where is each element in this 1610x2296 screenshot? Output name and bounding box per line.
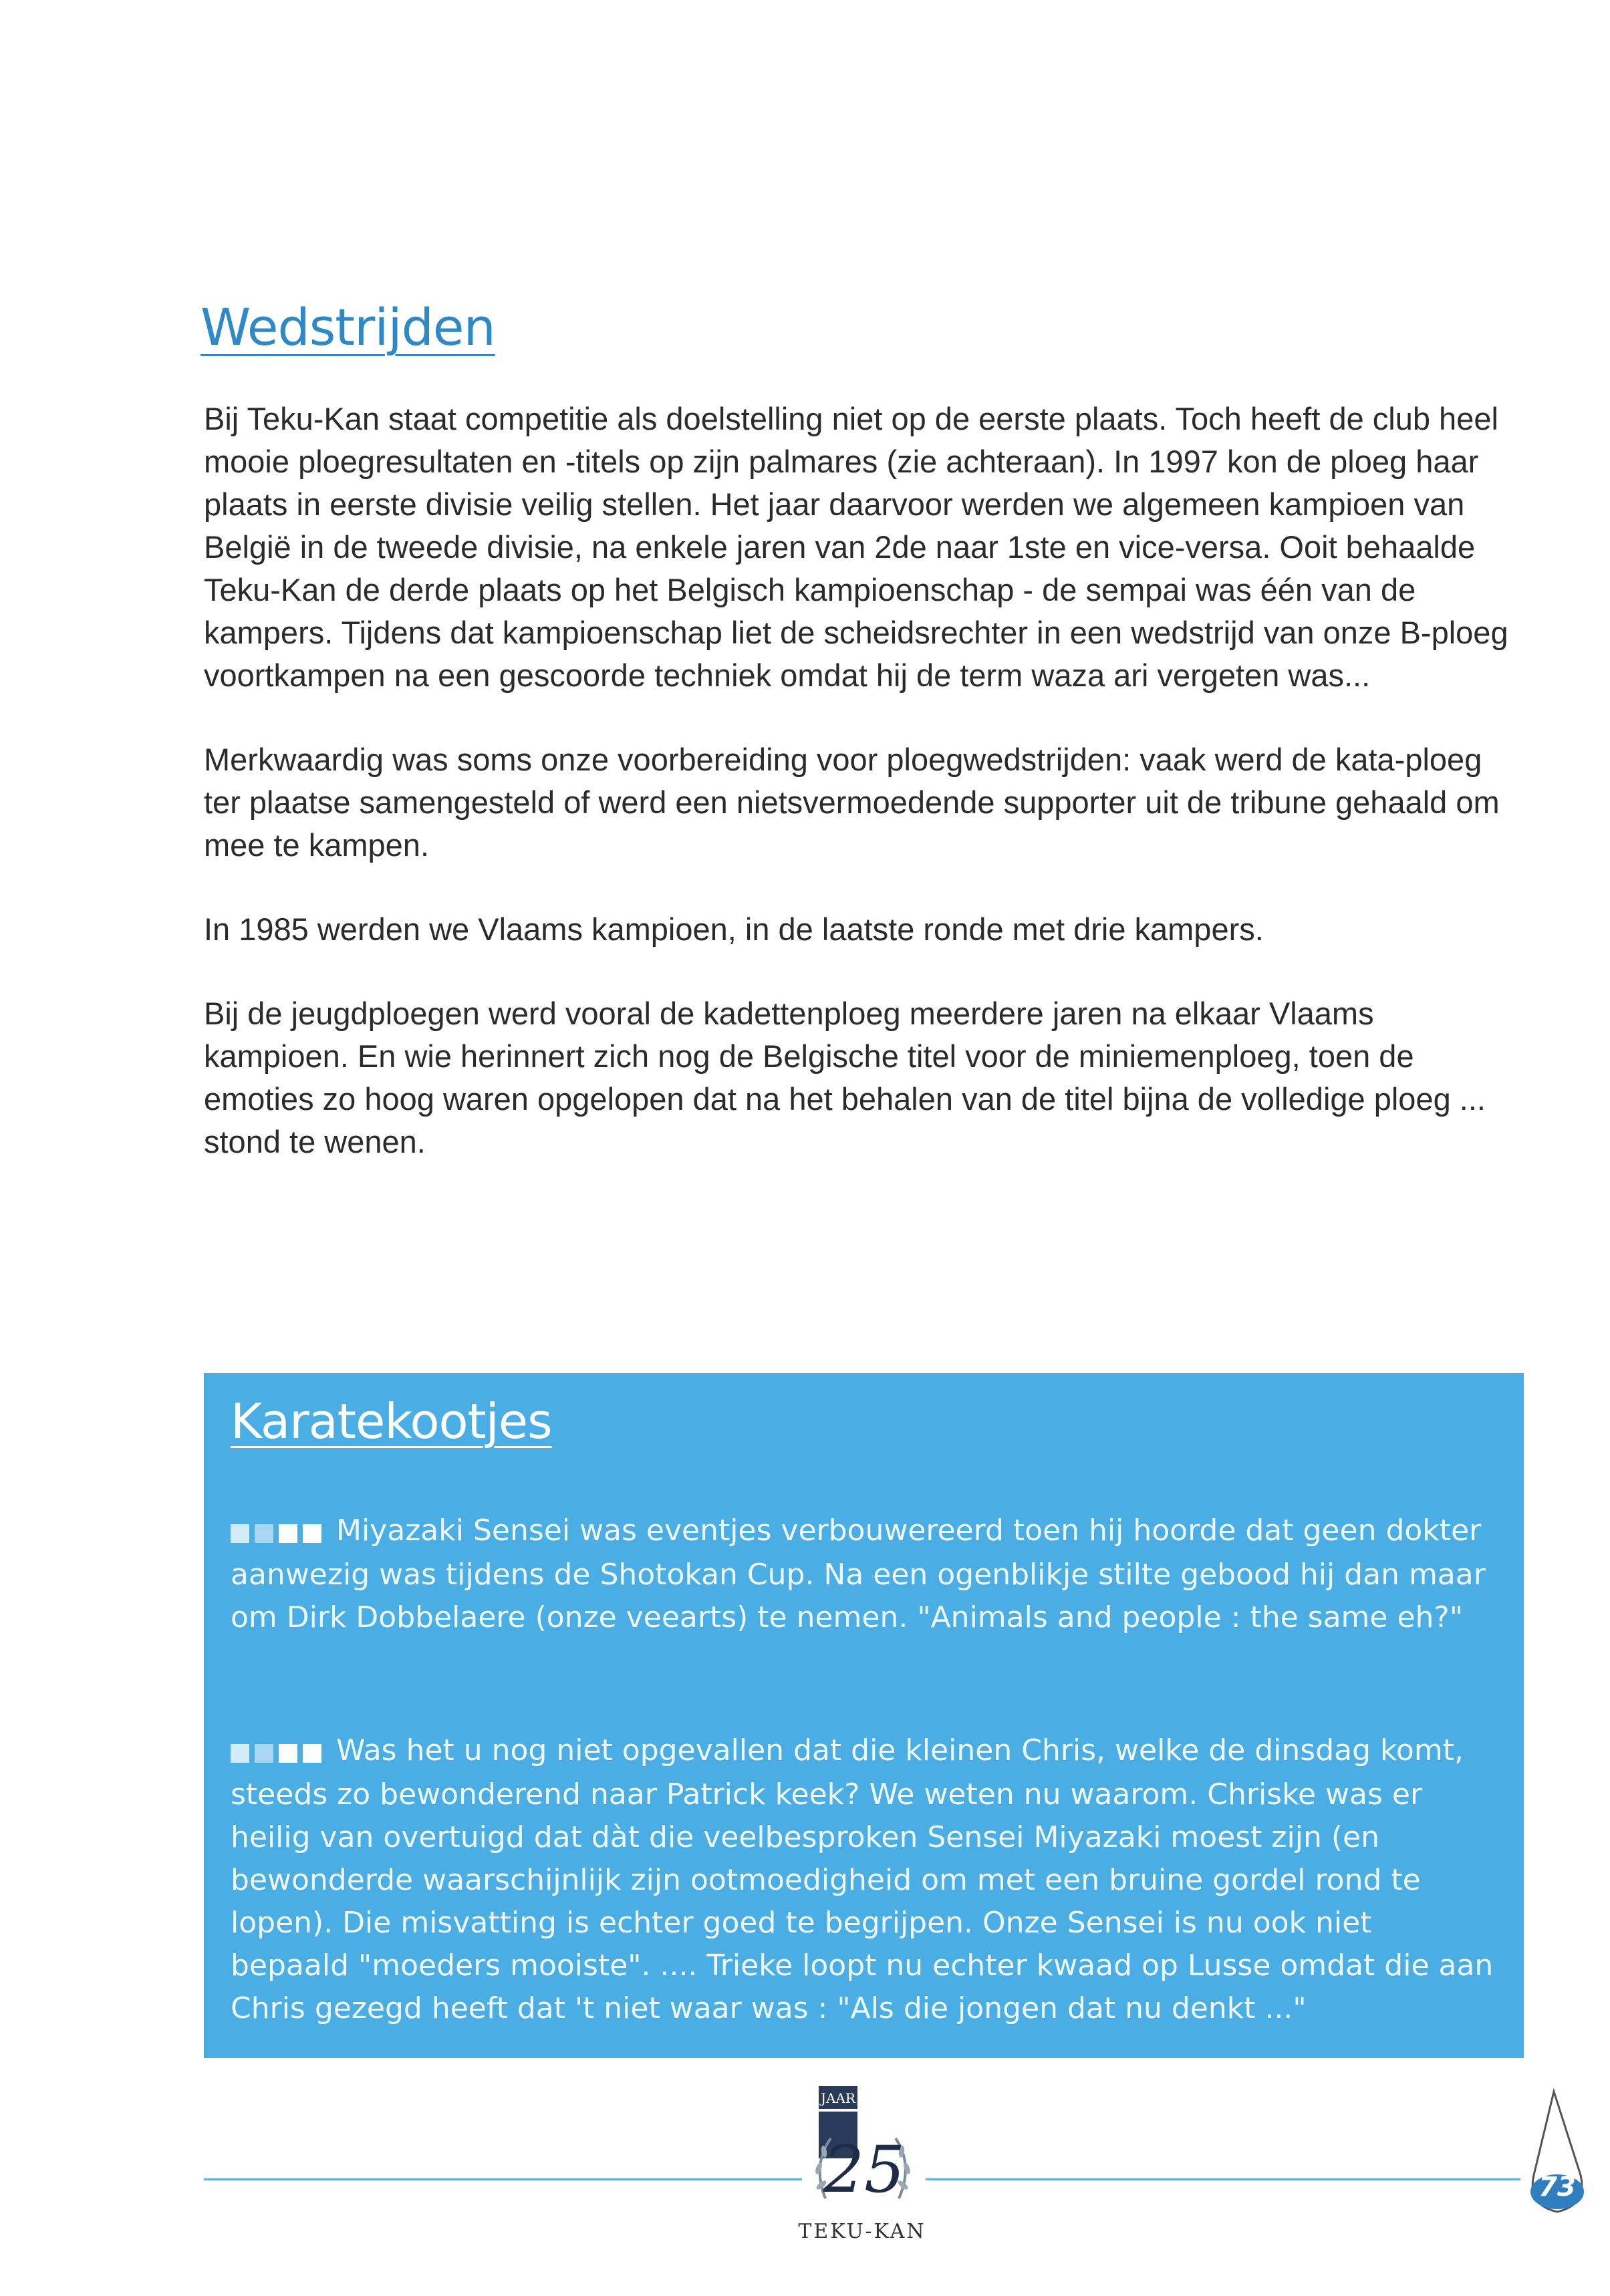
logo-number-text: 25 — [823, 2132, 906, 2207]
karatekootjes-box — [204, 1373, 1524, 2058]
paragraph: Merkwaardig was soms onze voorbereiding voor ploegwedstrijden: vaak werd de kata-ploeg ter plaatse samengesteld of werd een nietsvermoedende supporter uit de tribune gehaald om mee te kampen. — [204, 742, 1500, 863]
page-number-drop-icon — [1507, 2088, 1607, 2235]
logo-caption: TEKU-KAN — [798, 2220, 926, 2243]
anecdote — [231, 1729, 1497, 2030]
footer-rule-right — [926, 2178, 1520, 2180]
logo-jaar-text: JAAR — [821, 2090, 855, 2106]
bullet-squares-icon — [231, 1731, 327, 1773]
footer-rule-left — [204, 2178, 802, 2180]
page-number: 73 — [1538, 2172, 1576, 2202]
anecdote-text: Miyazaki Sensei was eventjes verbouwereerd toen hij hoorde dat geen dokter aanwezig was tijdens de Shotokan Cup. Na een ogenblikje stilte gebood hij dan maar om Dirk Dobbelaere (onze veearts) te nemen. "Animals and people : the same eh?" — [231, 1514, 1486, 1634]
paragraph: In 1985 werden we Vlaams kampioen, in de laatste ronde met drie kampers. — [204, 911, 1264, 947]
bullet-squares-icon — [231, 1511, 327, 1554]
anniversary-logo — [799, 2085, 926, 2218]
body-text — [204, 398, 1524, 1205]
paragraph: Bij Teku-Kan staat competitie als doelstelling niet op de eerste plaats. Toch heeft de club heel mooie ploegresultaten en -titels op zijn palmares (zie achteraan). In 1997 kon de ploeg haar plaats in eerste divisie veilig stellen. Het jaar daarvoor werden we algemeen kampioen van België in de tweede divisie, na enkele jaren van 2de naar 1ste en vice-versa. Ooit behaalde Teku-Kan de derde plaats op het Belgisch kampioenschap - de sempai was één van de kampers. Tijdens dat kampioenschap liet de scheidsrechter in een wedstrijd van onze B-ploeg voortkampen na een gescoorde techniek omdat hij de term waza ari vergeten was... — [204, 401, 1508, 693]
box-title: Karatekootjes — [231, 1393, 552, 1449]
section-heading: Wedstrijden — [200, 297, 495, 357]
anecdote-text: Was het u nog niet opgevallen dat die kleinen Chris, welke de dinsdag komt, steeds zo bewonderend naar Patrick keek? We weten nu waarom. Chriske was er heilig van overtuigd dat dàt die veelbesproken Sensei Miyazaki moest zijn (en bewonderde waarschijnlijk zijn ootmoedigheid om met een bruine gordel rond te lopen). Die misvatting is echter goed te begrijpen. Onze Sensei is nu ook niet bepaald "moeders mooiste". .... Trieke loopt nu echter kwaad op Lusse omdat die aan Chris gezegd heeft dat 't niet waar was : "Als die jongen dat nu denkt ..." — [231, 1733, 1494, 2025]
anecdote — [231, 1510, 1497, 1639]
paragraph: Bij de jeugdploegen werd vooral de kadettenploeg meerdere jaren na elkaar Vlaams kampioen. En wie herinnert zich nog de Belgische titel voor de miniemenploeg, toen de emoties zo hoog waren opgelopen dat na het behalen van de titel bijna de volledige ploeg ... stond te wenen. — [204, 996, 1486, 1159]
